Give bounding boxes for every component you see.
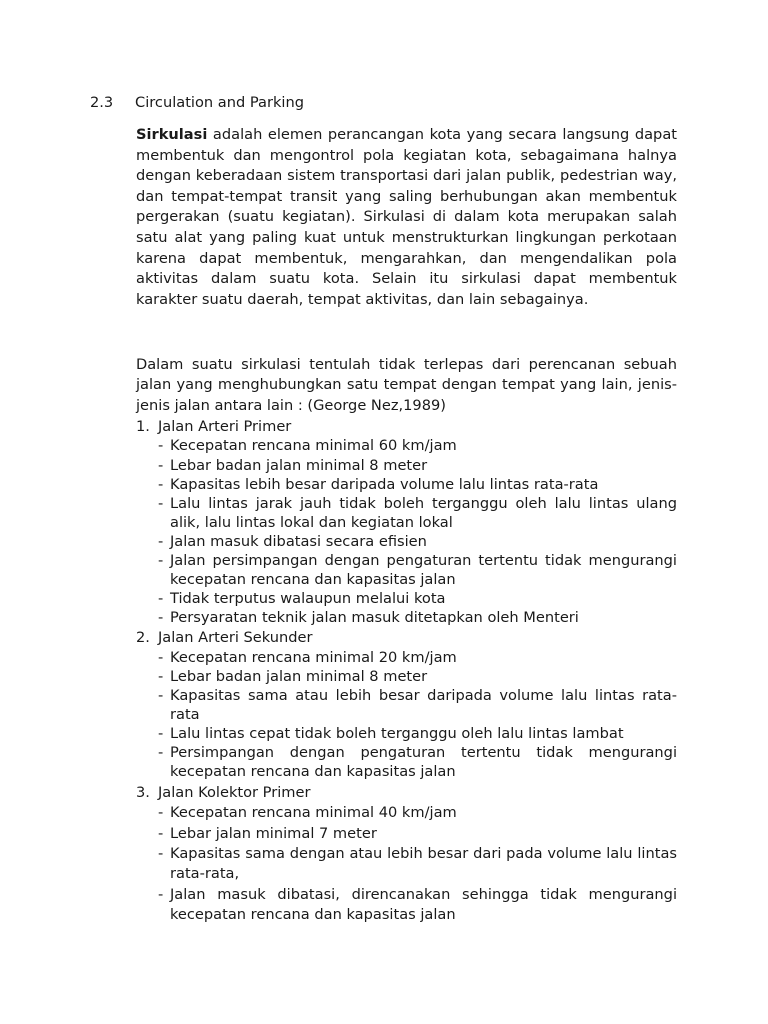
section-title: Circulation and Parking <box>135 94 304 111</box>
sub-list-text: Lebar badan jalan minimal 8 meter <box>170 667 428 685</box>
sub-list <box>158 436 677 627</box>
dash-bullet: - <box>158 885 164 903</box>
sub-list-item <box>158 743 677 781</box>
sub-list-item <box>158 494 677 532</box>
dash-bullet: - <box>158 532 164 550</box>
sub-list-text: Jalan persimpangan dengan pengaturan tertentu tidak mengurangi kecepatan rencana dan kapasitas jalan <box>170 551 677 589</box>
sub-list-item <box>158 456 677 475</box>
dash-bullet: - <box>158 590 164 608</box>
list-item-title: Jalan Arteri Sekunder <box>158 629 313 647</box>
dash-bullet: - <box>158 648 164 666</box>
dash-bullet: - <box>158 437 164 455</box>
sub-list-item <box>158 686 677 724</box>
list-item-arteri-primer <box>136 417 677 627</box>
dash-bullet: - <box>158 551 164 569</box>
sub-list-item <box>158 532 677 551</box>
list-number: 1. <box>136 418 150 435</box>
list-number: 2. <box>136 629 150 647</box>
dash-bullet: - <box>158 804 164 822</box>
sub-list-text: Kapasitas sama atau lebih besar daripada volume lalu lintas rata-rata <box>170 686 677 723</box>
sub-list-text: Jalan masuk dibatasi secara efisien <box>170 532 427 550</box>
sub-list-item <box>158 724 677 743</box>
paragraph-sirkulasi <box>136 125 677 310</box>
sub-list-text: Kecepatan rencana minimal 60 km/jam <box>170 437 457 455</box>
list-item-kolektor-primer <box>136 783 677 926</box>
paragraph-lead-term: Sirkulasi <box>136 126 208 143</box>
sub-list-item <box>158 648 677 667</box>
sub-list-text: Persyaratan teknik jalan masuk ditetapkan oleh Menteri <box>170 609 579 627</box>
sub-list-item <box>158 551 677 589</box>
paragraph-road-intro: Dalam suatu sirkulasi tentulah tidak terlepas dari perencanan sebuah jalan yang menghubungkan satu tempat dengan tempat yang lain, jenis-jenis jalan antara lain : (George Nez,1989) <box>136 356 677 414</box>
sub-list-item <box>158 667 677 686</box>
road-types-list <box>136 417 677 926</box>
dash-bullet: - <box>158 667 164 685</box>
sub-list-text: Kecepatan rencana minimal 40 km/jam <box>170 804 457 822</box>
sub-list-item <box>158 844 677 885</box>
dash-bullet: - <box>158 609 164 627</box>
sub-list-item <box>158 803 677 823</box>
dash-bullet: - <box>158 686 164 704</box>
paragraph-body: adalah elemen perancangan kota yang secara langsung dapat membentuk dan mengontrol pola kegiatan kota, sebagaimana halnya dengan keberadaan sistem transportasi dari jalan publik, pedestrian way, dan tempat-tempat transit yang saling berhubungan akan membentuk pergerakan (suatu kegiatan). Sirkulasi di dalam kota merupakan salah satu alat yang paling kuat untuk menstrukturkan lingkungan perkotaan karena dapat membentuk, mengarahkan, dan mengendalikan pola aktivitas dalam suatu kota. Selain itu sirkulasi dapat membentuk karakter suatu daerah, tempat aktivitas, dan lain sebagainya. <box>136 126 677 308</box>
dash-bullet: - <box>158 743 164 761</box>
dash-bullet: - <box>158 724 164 742</box>
dash-bullet: - <box>158 494 164 512</box>
dash-bullet: - <box>158 844 164 862</box>
sub-list-text: Jalan masuk dibatasi, direncanakan sehingga tidak mengurangi kecepatan rencana dan kapasitas jalan <box>170 885 677 924</box>
sub-list-text: Lalu lintas jarak jauh tidak boleh terganggu oleh lalu lintas ulang alik, lalu lintas lokal dan kegiatan lokal <box>170 494 677 531</box>
sub-list-text: Kapasitas sama dengan atau lebih besar dari pada volume lalu lintas rata-rata, <box>170 844 677 883</box>
sub-list-text: Persimpangan dengan pengaturan tertentu tidak mengurangi kecepatan rencana dan kapasitas jalan <box>170 743 677 780</box>
sub-list-item <box>158 475 677 494</box>
list-number: 3. <box>136 783 150 801</box>
list-item-title: Jalan Kolektor Primer <box>158 783 311 801</box>
sub-list-text: Lebar jalan minimal 7 meter <box>170 824 377 842</box>
dash-bullet: - <box>158 456 164 474</box>
sub-list <box>158 803 677 925</box>
sub-list-item <box>158 436 677 455</box>
dash-bullet: - <box>158 475 164 493</box>
sub-list-text: Tidak terputus walaupun melalui kota <box>170 590 446 608</box>
section-number: 2.3 <box>90 94 114 111</box>
list-item-arteri-sekunder <box>136 628 677 780</box>
sub-list-item <box>158 589 677 608</box>
sub-list-text: Kecepatan rencana minimal 20 km/jam <box>170 648 457 666</box>
sub-list-text: Lebar badan jalan minimal 8 meter <box>170 456 428 474</box>
sub-list-item <box>158 608 677 627</box>
sub-list-text: Kapasitas lebih besar daripada volume lalu lintas rata-rata <box>170 475 599 493</box>
list-item-title: Jalan Arteri Primer <box>158 418 292 435</box>
dash-bullet: - <box>158 824 164 842</box>
sub-list-item <box>158 824 677 844</box>
sub-list <box>158 648 677 781</box>
section-heading <box>90 93 304 113</box>
sub-list-text: Lalu lintas cepat tidak boleh terganggu oleh lalu lintas lambat <box>170 724 624 742</box>
sub-list-item <box>158 885 677 926</box>
